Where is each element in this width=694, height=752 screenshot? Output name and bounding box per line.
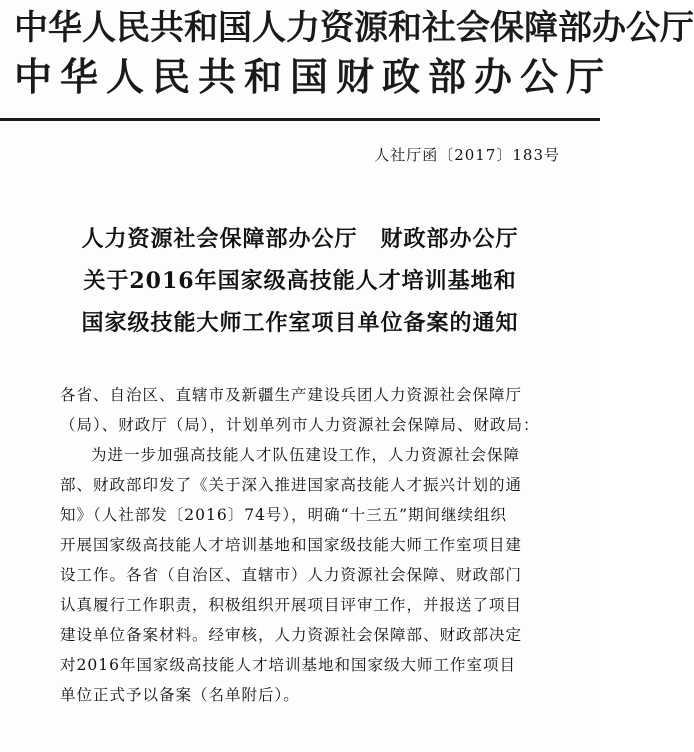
paragraph-line: 设工作。各省（自治区、直辖市）人力资源社会保障、财政部门 xyxy=(60,566,523,584)
paragraph-line: 单位正式予以备案（名单附后）。 xyxy=(60,686,300,704)
paragraph-line: 建设单位备案材料。经审核，人力资源社会保障部、财政部决定 xyxy=(60,626,523,644)
header-divider xyxy=(0,118,600,121)
document-body xyxy=(60,380,580,710)
issuer-header-line-1: 中华人民共和国人力资源和社会保障部办公厅 xyxy=(14,8,694,48)
paragraph-line: 认真履行工作职责，积极组织开展项目评审工作，并报送了项目 xyxy=(60,596,523,614)
paragraph-line: 为进一步加强高技能人才队伍建设工作，人力资源社会保障 xyxy=(91,446,521,464)
salutation-line: （局）、财政厅（局），计划单列市人力资源社会保障局、财政局： xyxy=(60,416,540,434)
paragraph-line: 对2016年国家级高技能人才培训基地和国家级大师工作室项目 xyxy=(60,656,516,674)
paragraph-line: 部、财政部印发了《关于深入推进国家高技能人才振兴计划的通 xyxy=(60,476,523,494)
salutation-line: 各省、自治区、直辖市及新疆生产建设兵团人力资源社会保障厅 xyxy=(60,386,523,404)
document-title-line-1: 人力资源社会保障部办公厅 财政部办公厅 xyxy=(81,226,519,252)
document-title-line-2: 关于2016年国家级高技能人才培训基地和 xyxy=(83,268,517,294)
main-paragraph xyxy=(60,440,580,710)
document-number: 人社厅函〔2017〕183号 xyxy=(374,146,560,164)
paragraph-line: 开展国家级高技能人才培训基地和国家级技能大师工作室项目建 xyxy=(60,536,523,554)
issuer-header-line-2: 中华人民共和国财政部办公厅 xyxy=(14,55,613,99)
paragraph-line: 知》（人社部发〔2016〕74号），明确“十三五”期间继续组织 xyxy=(60,506,508,524)
salutation xyxy=(60,380,580,440)
document-title-line-3: 国家级技能大师工作室项目单位备案的通知 xyxy=(81,310,519,336)
